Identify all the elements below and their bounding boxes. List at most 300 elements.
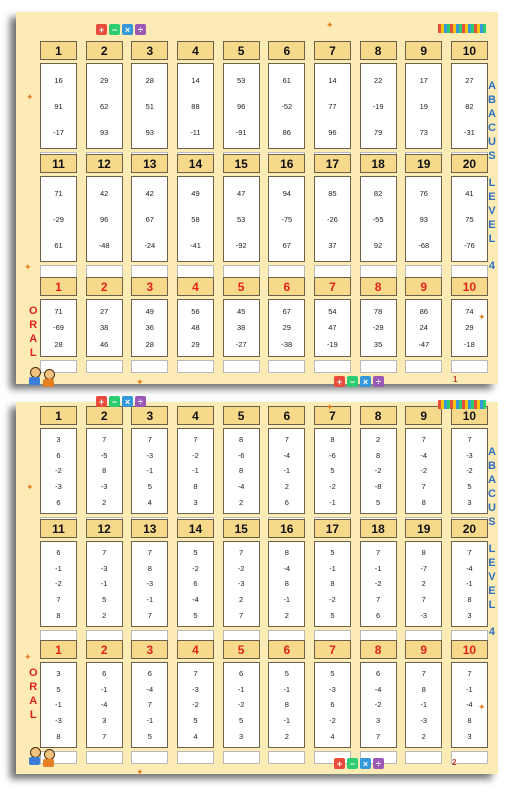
- problem-value: -4: [466, 563, 473, 573]
- problem-value: -1: [146, 716, 154, 726]
- problem-value: 14: [328, 75, 337, 85]
- problem-value: -1: [283, 595, 291, 605]
- problem-value: -6: [329, 450, 336, 460]
- problem-value: 5: [239, 716, 244, 726]
- problem-card: [86, 299, 123, 357]
- problem-value: 76: [419, 188, 428, 198]
- divide-icon: ÷: [373, 376, 384, 387]
- problem-value: -38: [281, 340, 293, 350]
- answer-box[interactable]: [223, 360, 260, 373]
- problem-number: 4: [177, 406, 214, 425]
- oral-label: [29, 666, 38, 722]
- problem-card: [451, 63, 488, 149]
- problem-value: 7: [102, 731, 107, 741]
- problem-value: -2: [237, 700, 245, 710]
- problem-value: 6: [56, 450, 61, 460]
- problem-value: 8: [376, 450, 381, 460]
- title-letter: C: [488, 122, 496, 134]
- problem-value: -3: [55, 482, 62, 492]
- problem-value: -68: [418, 240, 430, 250]
- problem-value: 47: [236, 188, 246, 198]
- problem-value: 2: [376, 435, 381, 445]
- problem-value: 5: [56, 684, 61, 694]
- answer-box[interactable]: [131, 751, 168, 764]
- problem-value: 29: [282, 323, 291, 333]
- problem-card: [86, 428, 123, 514]
- problem-value: 2: [284, 482, 289, 492]
- problem-value: -3: [329, 684, 336, 694]
- problem-number: 8: [360, 41, 397, 60]
- problem-value: -24: [144, 240, 156, 250]
- problem-value: 19: [419, 101, 428, 111]
- answer-box[interactable]: [131, 360, 168, 373]
- problem-value: -29: [53, 214, 64, 224]
- problem-value: -3: [100, 482, 108, 492]
- problem-value: 8: [147, 563, 152, 573]
- problem-value: 71: [54, 306, 63, 316]
- problem-value: 5: [193, 610, 198, 620]
- problem-value: -4: [100, 700, 108, 710]
- problem-number: 4: [177, 640, 214, 659]
- problem-value: -3: [192, 684, 199, 694]
- problem-value: -18: [463, 340, 475, 350]
- problem-value: 7: [376, 548, 381, 558]
- problem-value: -27: [235, 340, 247, 350]
- problem-card: [131, 176, 168, 262]
- pencils-icon: [438, 400, 486, 409]
- divide-icon: ÷: [135, 396, 146, 407]
- answer-box[interactable]: [268, 360, 305, 373]
- problem-value: 86: [282, 127, 291, 137]
- problem-value: -76: [463, 240, 475, 250]
- problem-value: 48: [191, 323, 200, 333]
- problem-number: 7: [314, 277, 351, 296]
- problem-number: 18: [360, 154, 397, 173]
- problem-value: -1: [329, 563, 336, 573]
- math-operators-icon: [334, 758, 384, 769]
- problem-value: 27: [465, 75, 474, 85]
- problem-number: 6: [268, 406, 305, 425]
- worksheet-page-2: [16, 396, 498, 777]
- problem-card: [40, 176, 77, 262]
- problem-value: 7: [421, 669, 426, 679]
- plus-icon: +: [96, 396, 107, 407]
- problem-value: -4: [237, 482, 245, 492]
- problem-value: -11: [190, 127, 201, 137]
- problem-value: -8: [374, 482, 382, 492]
- problem-value: 56: [191, 306, 200, 316]
- problem-value: -2: [374, 466, 382, 476]
- problem-number: 2: [86, 41, 123, 60]
- problem-value: 96: [328, 127, 337, 137]
- problem-card: [314, 662, 351, 748]
- problem-value: -4: [146, 684, 154, 694]
- title-letter: 4: [488, 626, 496, 638]
- problem-number: 13: [131, 154, 168, 173]
- plus-icon: +: [334, 376, 345, 387]
- problem-number: 4: [177, 277, 214, 296]
- problem-value: 3: [102, 716, 107, 726]
- problem-value: 61: [282, 75, 291, 85]
- exercise-row-1: [40, 406, 488, 530]
- problem-body-row: [40, 176, 488, 262]
- problem-card: [360, 63, 397, 149]
- problem-card: [405, 176, 442, 262]
- answer-box[interactable]: [223, 751, 260, 764]
- problem-number: 2: [86, 406, 123, 425]
- title-letter: E: [488, 191, 496, 203]
- problem-card: [268, 176, 305, 262]
- header-row: [40, 41, 488, 61]
- plus-icon: +: [96, 24, 107, 35]
- problem-value: -7: [420, 563, 428, 573]
- problem-number: 18: [360, 519, 397, 538]
- abacus-level-title: [488, 80, 496, 274]
- problem-number: 20: [451, 519, 488, 538]
- problem-card: [223, 541, 260, 627]
- kid-body-icon: [29, 757, 40, 765]
- sparkle-icon: ✦: [26, 482, 34, 492]
- problem-value: -1: [329, 497, 336, 507]
- problem-value: 6: [376, 669, 381, 679]
- problem-value: -1: [100, 684, 108, 694]
- problem-card: [223, 299, 260, 357]
- minus-icon: −: [347, 758, 358, 769]
- answer-box[interactable]: [451, 751, 488, 764]
- problem-card: [405, 541, 442, 627]
- title-letter: B: [488, 94, 496, 106]
- problem-value: 5: [147, 731, 152, 741]
- problem-value: 8: [102, 466, 107, 476]
- problem-value: -2: [329, 482, 336, 492]
- header-row: [40, 519, 488, 539]
- problem-value: 79: [373, 127, 383, 137]
- problem-value: -2: [192, 700, 199, 710]
- problem-number: 6: [268, 41, 305, 60]
- header-row: [40, 154, 488, 174]
- title-letter: L: [488, 543, 496, 555]
- problem-value: -19: [372, 101, 384, 111]
- problem-value: 7: [239, 548, 244, 558]
- problem-value: 7: [376, 595, 381, 605]
- problem-value: -4: [283, 450, 291, 460]
- problem-value: 3: [193, 497, 198, 507]
- problem-value: 6: [147, 669, 152, 679]
- problem-value: 6: [284, 497, 289, 507]
- problem-number: 4: [177, 41, 214, 60]
- problem-value: 7: [421, 435, 426, 445]
- problem-card: [177, 662, 214, 748]
- problem-value: 41: [465, 188, 474, 198]
- problem-card: [360, 428, 397, 514]
- oral-letter: R: [29, 319, 38, 331]
- title-letter: C: [488, 488, 496, 500]
- problem-value: 96: [236, 101, 246, 111]
- problem-number: 10: [451, 277, 488, 296]
- problem-card: [131, 541, 168, 627]
- oral-label: [29, 304, 38, 360]
- sparkle-icon: ✦: [24, 262, 32, 272]
- title-letter: A: [488, 446, 496, 458]
- answer-box[interactable]: [268, 751, 305, 764]
- oral-letter: A: [29, 333, 38, 345]
- sparkle-icon: ✦: [136, 767, 144, 777]
- problem-value: -41: [190, 240, 201, 250]
- problem-value: 2: [284, 610, 289, 620]
- problem-value: 67: [282, 306, 291, 316]
- problem-number: 17: [314, 519, 351, 538]
- answer-box[interactable]: [314, 360, 351, 373]
- problem-body-row: [40, 541, 488, 627]
- problem-value: -1: [100, 579, 108, 589]
- problem-value: 7: [193, 669, 198, 679]
- problem-value: 7: [102, 435, 107, 445]
- problem-value: 14: [191, 75, 200, 85]
- answer-box[interactable]: [405, 360, 442, 373]
- title-letter: L: [488, 177, 496, 189]
- problem-card: [223, 662, 260, 748]
- answer-box[interactable]: [86, 360, 123, 373]
- problem-value: 7: [467, 669, 472, 679]
- abacus-level-title: [488, 446, 496, 640]
- problem-card: [360, 541, 397, 627]
- problem-card: [451, 541, 488, 627]
- problem-value: 6: [102, 669, 107, 679]
- problem-value: 8: [330, 579, 335, 589]
- problem-value: 8: [467, 716, 472, 726]
- problem-number: 20: [451, 154, 488, 173]
- problem-value: 8: [239, 466, 244, 476]
- problem-card: [86, 176, 123, 262]
- problem-value: 38: [99, 323, 109, 333]
- problem-value: 7: [467, 435, 472, 445]
- problem-value: -3: [466, 450, 473, 460]
- problem-value: 6: [330, 700, 335, 710]
- problem-value: 53: [236, 214, 246, 224]
- problem-card: [40, 541, 77, 627]
- title-letter: A: [488, 108, 496, 120]
- problem-value: -26: [327, 214, 338, 224]
- problem-value: 6: [239, 669, 244, 679]
- problem-value: 92: [373, 240, 383, 250]
- problem-value: 29: [465, 323, 474, 333]
- problem-value: 67: [145, 214, 154, 224]
- problem-value: -1: [146, 466, 154, 476]
- problem-value: 2: [421, 731, 426, 741]
- problem-value: 51: [145, 101, 154, 111]
- answer-box[interactable]: [86, 751, 123, 764]
- problem-value: 7: [421, 482, 426, 492]
- problem-value: 46: [99, 340, 109, 350]
- problem-value: 8: [284, 700, 289, 710]
- answer-box[interactable]: [360, 360, 397, 373]
- title-letter: V: [488, 571, 496, 583]
- problem-value: 7: [147, 610, 152, 620]
- title-letter: B: [488, 460, 496, 472]
- problem-value: 5: [102, 595, 107, 605]
- problem-value: 78: [373, 306, 383, 316]
- problem-value: 5: [193, 548, 198, 558]
- problem-value: 3: [467, 731, 472, 741]
- problem-number: 10: [451, 640, 488, 659]
- problem-value: 7: [147, 700, 152, 710]
- problem-value: 96: [99, 214, 109, 224]
- problem-value: -52: [281, 101, 293, 111]
- problem-number: 1: [40, 640, 77, 659]
- problem-value: 5: [467, 482, 472, 492]
- problem-value: 3: [56, 669, 61, 679]
- problem-number: 3: [131, 41, 168, 60]
- problem-value: -3: [55, 716, 62, 726]
- math-operators-icon: [96, 396, 146, 407]
- problem-value: 45: [236, 306, 246, 316]
- problem-number: 1: [40, 41, 77, 60]
- title-letter: L: [488, 233, 496, 245]
- answer-box[interactable]: [451, 360, 488, 373]
- problem-value: -2: [374, 579, 382, 589]
- problem-value: -4: [374, 684, 382, 694]
- problem-value: 7: [56, 595, 61, 605]
- minus-icon: −: [109, 396, 120, 407]
- problem-value: 94: [282, 188, 291, 198]
- problem-value: -2: [329, 716, 336, 726]
- worksheet-page-1: [16, 12, 498, 387]
- problem-card: [268, 63, 305, 149]
- problem-value: -31: [463, 127, 475, 137]
- problem-value: 93: [145, 127, 154, 137]
- multiply-icon: ×: [360, 376, 371, 387]
- problem-number: 15: [223, 519, 260, 538]
- problem-number: 1: [40, 406, 77, 425]
- problem-value: -55: [372, 214, 384, 224]
- problem-value: -17: [53, 127, 64, 137]
- problem-value: -3: [100, 563, 108, 573]
- problem-number: 8: [360, 406, 397, 425]
- answer-box[interactable]: [177, 360, 214, 373]
- problem-value: -1: [55, 563, 62, 573]
- problem-card: [360, 176, 397, 262]
- problem-number: 13: [131, 519, 168, 538]
- problem-value: -4: [420, 450, 428, 460]
- problem-value: 2: [421, 579, 426, 589]
- problem-card: [268, 662, 305, 748]
- problem-card: [314, 428, 351, 514]
- title-letter: U: [488, 136, 496, 148]
- answer-box[interactable]: [405, 751, 442, 764]
- problem-value: 2: [102, 497, 107, 507]
- problem-value: 29: [191, 340, 200, 350]
- sparkle-icon: ✦: [478, 312, 486, 322]
- problem-value: 8: [421, 684, 426, 694]
- exercise-row-3: [40, 277, 488, 373]
- problem-value: 2: [102, 610, 107, 620]
- problem-value: 8: [239, 435, 244, 445]
- problem-value: 5: [284, 669, 289, 679]
- problem-value: -2: [192, 450, 199, 460]
- exercise-row-2: [40, 519, 488, 643]
- header-row: [40, 277, 488, 297]
- problem-value: -4: [466, 700, 473, 710]
- title-letter: A: [488, 80, 496, 92]
- problem-value: 49: [191, 188, 200, 198]
- problem-value: 4: [330, 731, 335, 741]
- problem-card: [177, 299, 214, 357]
- problem-number: 7: [314, 406, 351, 425]
- answer-box[interactable]: [177, 751, 214, 764]
- problem-value: 8: [421, 548, 426, 558]
- problem-number: 16: [268, 154, 305, 173]
- problem-value: -1: [420, 700, 428, 710]
- problem-value: -1: [283, 684, 291, 694]
- answer-row: [40, 360, 488, 373]
- problem-value: 28: [54, 340, 63, 350]
- problem-value: 6: [56, 497, 61, 507]
- problem-value: 36: [145, 323, 154, 333]
- problem-body-row: [40, 662, 488, 748]
- title-letter: E: [488, 557, 496, 569]
- problem-value: 8: [284, 548, 289, 558]
- exercise-row-3: [40, 640, 488, 764]
- problem-value: 67: [282, 240, 291, 250]
- problem-value: 7: [239, 610, 244, 620]
- problem-value: -1: [466, 684, 473, 694]
- problem-value: 28: [145, 75, 154, 85]
- problem-value: -91: [235, 127, 247, 137]
- oral-letter: L: [29, 347, 37, 359]
- problem-number: 10: [451, 41, 488, 60]
- kid-body-icon: [43, 759, 54, 767]
- problem-card: [177, 428, 214, 514]
- problem-value: 61: [54, 240, 63, 250]
- problem-value: 6: [376, 610, 381, 620]
- oral-letter: A: [29, 695, 38, 707]
- problem-value: 8: [467, 595, 472, 605]
- problem-value: 42: [99, 188, 109, 198]
- header-row: [40, 406, 488, 426]
- exercise-row-1: [40, 41, 488, 165]
- sparkle-icon: ✦: [478, 702, 486, 712]
- problem-value: 7: [421, 595, 426, 605]
- problem-value: 8: [56, 610, 61, 620]
- problem-body-row: [40, 63, 488, 149]
- problem-value: 3: [239, 731, 244, 741]
- problem-value: 49: [145, 306, 154, 316]
- problem-number: 1: [40, 277, 77, 296]
- problem-number: 9: [405, 41, 442, 60]
- problem-value: 7: [193, 435, 198, 445]
- kid-body-icon: [29, 377, 40, 385]
- problem-value: -1: [146, 595, 154, 605]
- problem-body-row: [40, 428, 488, 514]
- problem-number: 9: [405, 277, 442, 296]
- problem-value: 2: [284, 731, 289, 741]
- pencils-icon: [438, 24, 486, 33]
- problem-value: 5: [376, 497, 381, 507]
- problem-value: -3: [420, 610, 428, 620]
- problem-value: -29: [372, 323, 384, 333]
- page-number: 2: [452, 758, 457, 767]
- problem-value: 91: [54, 101, 63, 111]
- problem-value: -6: [237, 450, 245, 460]
- problem-value: 71: [54, 188, 63, 198]
- problem-card: [86, 541, 123, 627]
- problem-number: 5: [223, 277, 260, 296]
- problem-value: -2: [192, 563, 199, 573]
- sparkle-icon: ✦: [136, 377, 144, 387]
- problem-card: [451, 299, 488, 357]
- problem-value: 8: [193, 482, 198, 492]
- problem-number: 5: [223, 640, 260, 659]
